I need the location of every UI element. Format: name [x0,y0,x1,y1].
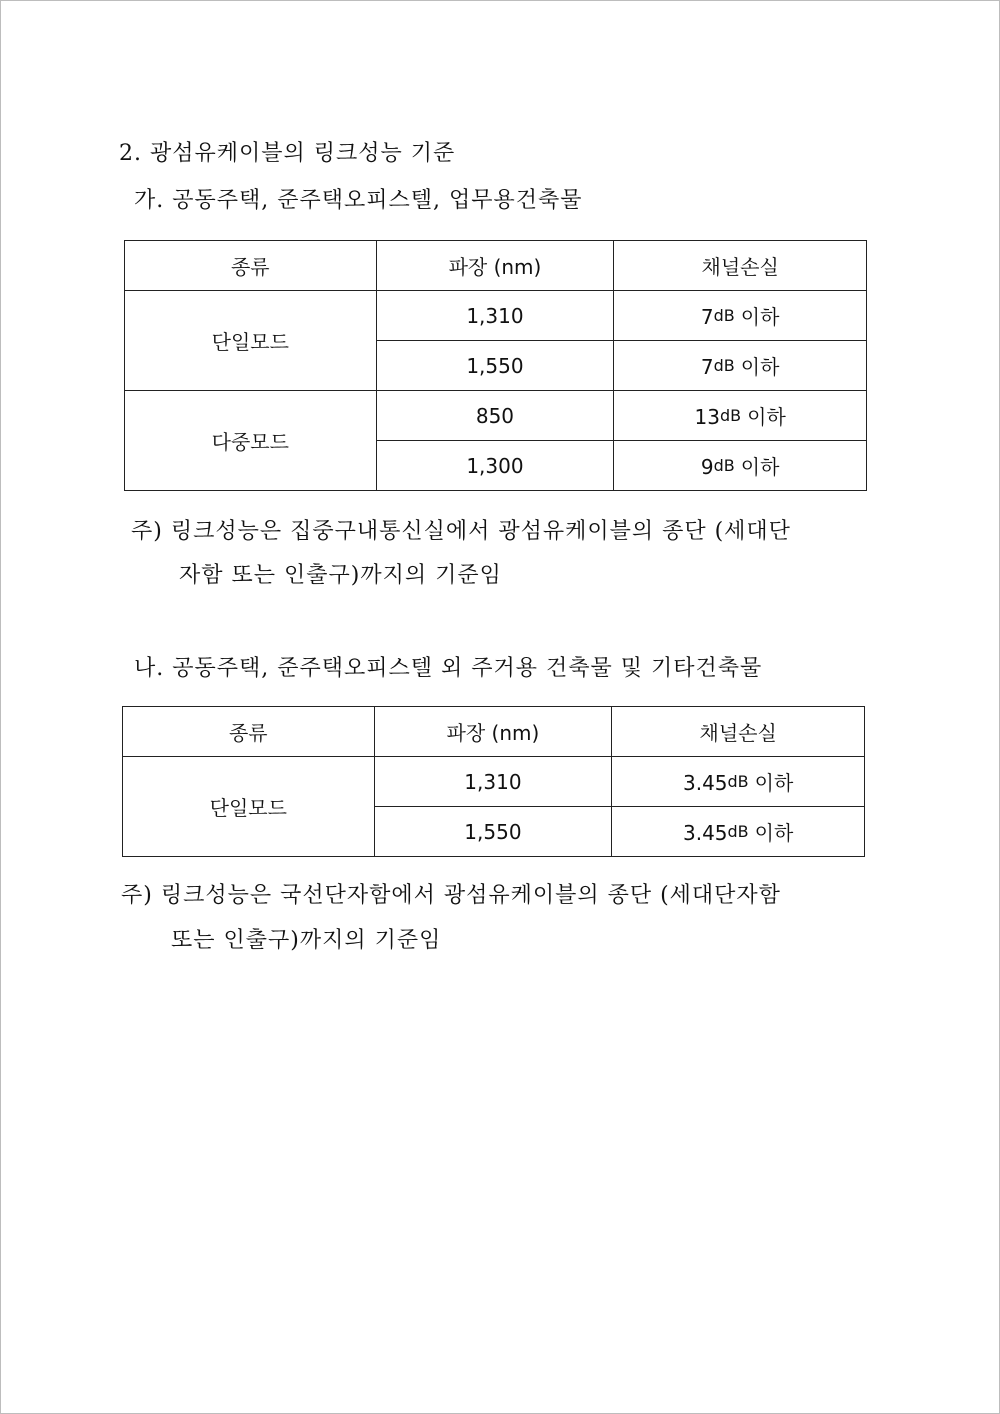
table-header-row [125,241,867,291]
wavelength-cell: 1,550 [374,807,612,857]
loss-cell [612,757,865,807]
loss-cell [614,441,867,491]
wavelength-cell: 1,310 [376,291,614,341]
loss-cell [612,807,865,857]
header-channel-loss: 채널손실 [614,241,867,291]
loss-unit: dB [727,772,749,791]
loss-cell [614,391,867,441]
sub-heading-b: 나. 공동주택, 준주택오피스텔 외 주거용 건축물 및 기타건축물 [134,656,763,681]
loss-suffix: 이하 [740,355,780,379]
header-type: 종류 [125,241,377,291]
loss-suffix: 이하 [754,771,794,795]
loss-table-b [122,706,865,857]
wavelength-cell: 1,310 [374,757,612,807]
mode-type-cell: 단일모드 [125,291,377,391]
loss-suffix: 이하 [740,455,780,479]
loss-unit: dB [727,822,749,841]
table-row [123,757,865,807]
note-a-line1: 주) 링크성능은 집중구내통신실에서 광섬유케이블의 종단 (세대단 [131,519,791,544]
loss-value: 13 [694,405,720,429]
loss-value: 7 [700,305,714,329]
header-wavelength: 파장 (nm) [376,241,614,291]
header-type: 종류 [123,707,375,757]
loss-table-a [124,240,867,491]
wavelength-cell: 1,550 [376,341,614,391]
loss-value: 3.45 [682,821,728,845]
section-title: 2. 광섬유케이블의 링크성능 기준 [119,141,456,166]
loss-suffix: 이하 [740,305,780,329]
note-a-line2: 자함 또는 인출구)까지의 기준임 [179,563,502,588]
loss-unit: dB [719,406,742,425]
wavelength-cell: 1,300 [376,441,614,491]
table-row [125,291,867,341]
header-wavelength: 파장 (nm) [374,707,612,757]
loss-value: 9 [700,455,714,479]
loss-unit: dB [713,356,735,375]
loss-value: 3.45 [682,771,728,795]
loss-cell [614,341,867,391]
header-channel-loss: 채널손실 [612,707,865,757]
loss-suffix: 이하 [754,821,794,845]
table-header-row [123,707,865,757]
wavelength-cell: 850 [376,391,614,441]
note-b-line2: 또는 인출구)까지의 기준임 [171,928,442,953]
mode-type-cell: 단일모드 [123,757,375,857]
loss-unit: dB [713,306,735,325]
loss-unit: dB [713,456,735,475]
sub-heading-a: 가. 공동주택, 준주택오피스텔, 업무용건축물 [134,188,583,213]
loss-value: 7 [700,355,714,379]
note-b-line1: 주) 링크성능은 국선단자함에서 광섬유케이블의 종단 (세대단자함 [121,883,781,908]
table-row [125,391,867,441]
mode-type-cell: 다중모드 [125,391,377,491]
loss-cell [614,291,867,341]
loss-suffix: 이하 [747,405,786,429]
